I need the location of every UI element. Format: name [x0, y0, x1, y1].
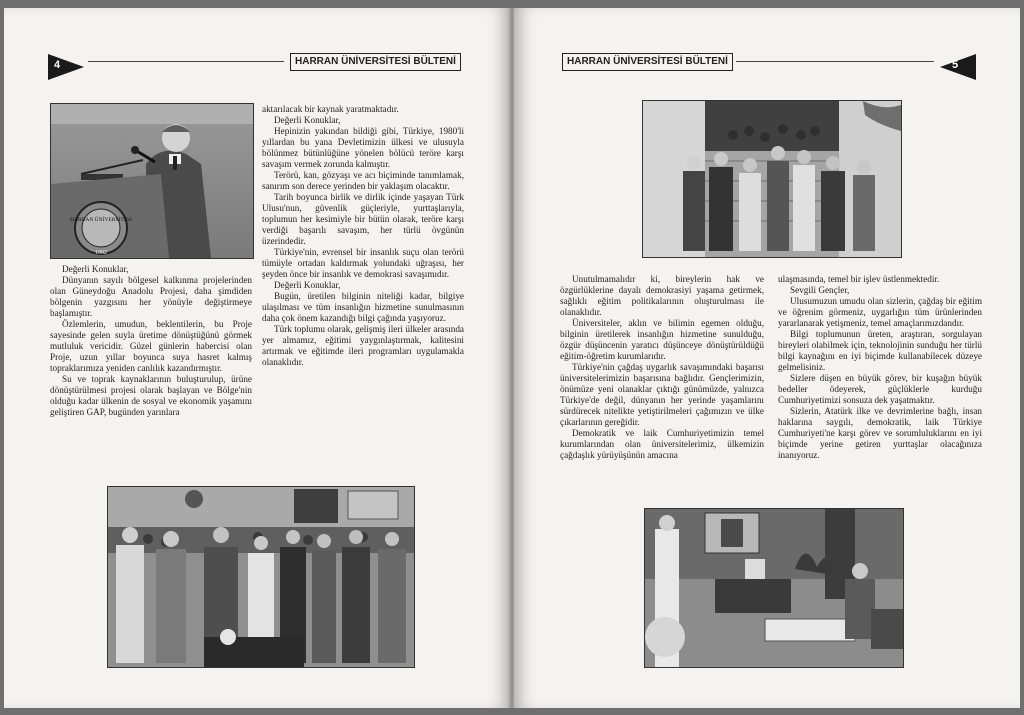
speaker-photo: [50, 103, 254, 259]
paragraph: Sizlerin, Atatürk ilke ve devrimlerine bağlı, insan haklarına saygılı, demokratik, laik Türkiye Cumhuriyeti'ne karşı görev ve sorumluluklarını en iyi biçimde yerine getiren yurttaşlar olacağınıza inanıyoruz.: [778, 406, 982, 460]
paragraph: Ulusumuzun umudu olan sizlerin, çağdaş bir eğitim ve öğrenim görmeniz, uygarlığın tüm ürünlerinden yararlanarak yetişmeniz, temel amaçlarımızdandır.: [778, 296, 982, 328]
paragraph: Değerli Konuklar,: [62, 264, 129, 274]
page-number-left: 4: [54, 59, 61, 71]
paragraph: Su ve toprak kaynaklarının buluşturulup, ürüne dönüştürülmesi projesi olarak başlayan ve Bölge'nin olduğu kadar ülkenin de sosyal ve ekonomik yaşamını geliştiren GAP, bugünden yarınlara: [50, 374, 252, 417]
paragraph: Dünyanın sayılı bölgesel kalkınma projelerinden olan Güneydoğu Anadolu Projesi, daha şimdiden bölgenin yazgısını her yönüyle değiştirmeye başlamıştır.: [50, 275, 252, 318]
paragraph: Üniversiteler, aklın ve bilimin egemen olduğu, bilginin üretilerek insanlığın hizmetine sunulduğu, özgür düşüncenin yaratıcı düşünceye dönüştürüldüğü eğitim-öğretim kurumlarıdır.: [560, 318, 764, 361]
paragraph: Türkiye'nin çağdaş uygarlık savaşımındaki başarısı üniversitelerimizin başarısına bağlıdır. Gençlerimizin, önümüze yeni olanaklar çıktığı günümüzde, yalnızca Türkiye'de değil, dünyanın her yerinde yaşamlarını sürdürecek nitelikte yetiştirilmeleri çağımızın ve ülke çıkarlarının gereğidir.: [560, 362, 764, 427]
right-column-2: [778, 274, 982, 461]
bulletin-title-right: HARRAN ÜNİVERSİTESİ BÜLTENİ: [562, 53, 733, 71]
paragraph: Terörü, kan, gözyaşı ve acı biçiminde tanımlamak, sanırım son derece yerinden bir yaklaşım olacaktır.: [262, 170, 464, 191]
paragraph: Hepinizin yakından bildiği gibi, Türkiye, 1980'li yıllardan bu yana Devletimizin ülkesi ve ulusuyla bölünmez bütünlüğüne yönelen bölücü teröre karşı savaşım vermek zorunda kalmıştır.: [262, 126, 464, 169]
left-page: [4, 8, 510, 708]
podium-seal-text: HARRAN ÜNİVERSİTESİ: [70, 217, 132, 223]
paragraph: Demokratik ve laik Cumhuriyetimizin temel kurumlarından olan üniversitelerimiz, ülkemizin çağdaşlık yürüyüşünün amacına: [560, 428, 764, 460]
paragraph: Tarih boyunca birlik ve dirlik içinde yaşayan Türk Ulusu'nun, güvenlik güçleriyle, yurttaşlarıyla, toplumun her kesimiyle bir bütün olarak, teröre karşı verdiği başarılı savaşım, her türlü övgünün üzerindedir.: [262, 192, 464, 246]
paragraph: Değerli Konuklar,: [274, 115, 341, 125]
paragraph: Bilgi toplumunun üreten, araştıran, sorgulayan bireyleri olabilmek için, teknolojinin sunduğu her türlü bilgi kaynağını en iyi biçimde kullanabilecek düzeye gelmelisiniz.: [778, 329, 982, 372]
paragraph: Sevgili Gençler,: [790, 285, 850, 295]
paragraph: aktarılacak bir kaynak yaratmaktadır.: [262, 104, 399, 114]
right-page: [514, 8, 1020, 708]
paragraph: Türkiye'nin, evrensel bir insanlık suçu olan terörü tümüyle ortadan kaldırmak yolundaki uğraşısı, her şeyden önce bir insanlık ve demokrasi savaşımıdır.: [262, 247, 464, 279]
header-rule-right: [736, 61, 934, 62]
audience-photo: [107, 486, 415, 668]
paragraph: Sizlere düşen en büyük görev, bir kuşağın büyük bedeller ödeyerek, güçlüklerle kurduğu Cumhuriyetimizi sonsuza dek yaşatmaktır.: [778, 373, 982, 405]
paragraph: ulaşmasında, temel bir işlev üstlenmektedir.: [778, 274, 940, 284]
paragraph: Unutulmamalıdır ki, bireylerin hak ve özgürlüklerine dayalı demokrasiyi yaşama getirmek, sağlıklı eğitim politikalarının oluşturulması ile olanaklıdır.: [560, 274, 764, 317]
bulletin-title-left: HARRAN ÜNİVERSİTESİ BÜLTENİ: [290, 53, 461, 71]
procession-photo: [642, 100, 902, 258]
header-rule-left: [88, 61, 284, 62]
page-number-marker-left: [48, 54, 84, 80]
paragraph: Türk toplumu olarak, gelişmiş ileri ülkeler arasında yer almamız, eğitimi yaygınlaştırmak, kalitesini artırmak ve eğitimde ileri programları uygulamakla olanaklıdır.: [262, 324, 464, 367]
podium-seal-year: 1992: [95, 250, 107, 256]
right-column-1: [560, 274, 764, 461]
paragraph: Değerli Konuklar,: [274, 280, 341, 290]
page-number-marker-right: [940, 54, 976, 80]
left-column-2: [262, 104, 464, 368]
page-number-right: 5: [952, 59, 959, 71]
office-photo: [644, 508, 904, 668]
paragraph: Özlemlerin, umudun, beklentilerin, bu Proje sayesinde gelen suyla üretime dönüştüğünü görmek mutluluk vericidir. Güzel günlerin habercisi olan Proje, uzun yıllar boyunca suya hasret kalmış topraklarımıza yeniden canlılık kazandırmıştır.: [50, 319, 252, 373]
paragraph: Bugün, üretilen bilginin niteliği kadar, bilgiye ulaşılması ve tüm insanlığın hizmetine sunulmasının daha çok önem kazandığı bilgi çağında yaşıyoruz.: [262, 291, 464, 323]
left-column-1: [50, 264, 252, 418]
